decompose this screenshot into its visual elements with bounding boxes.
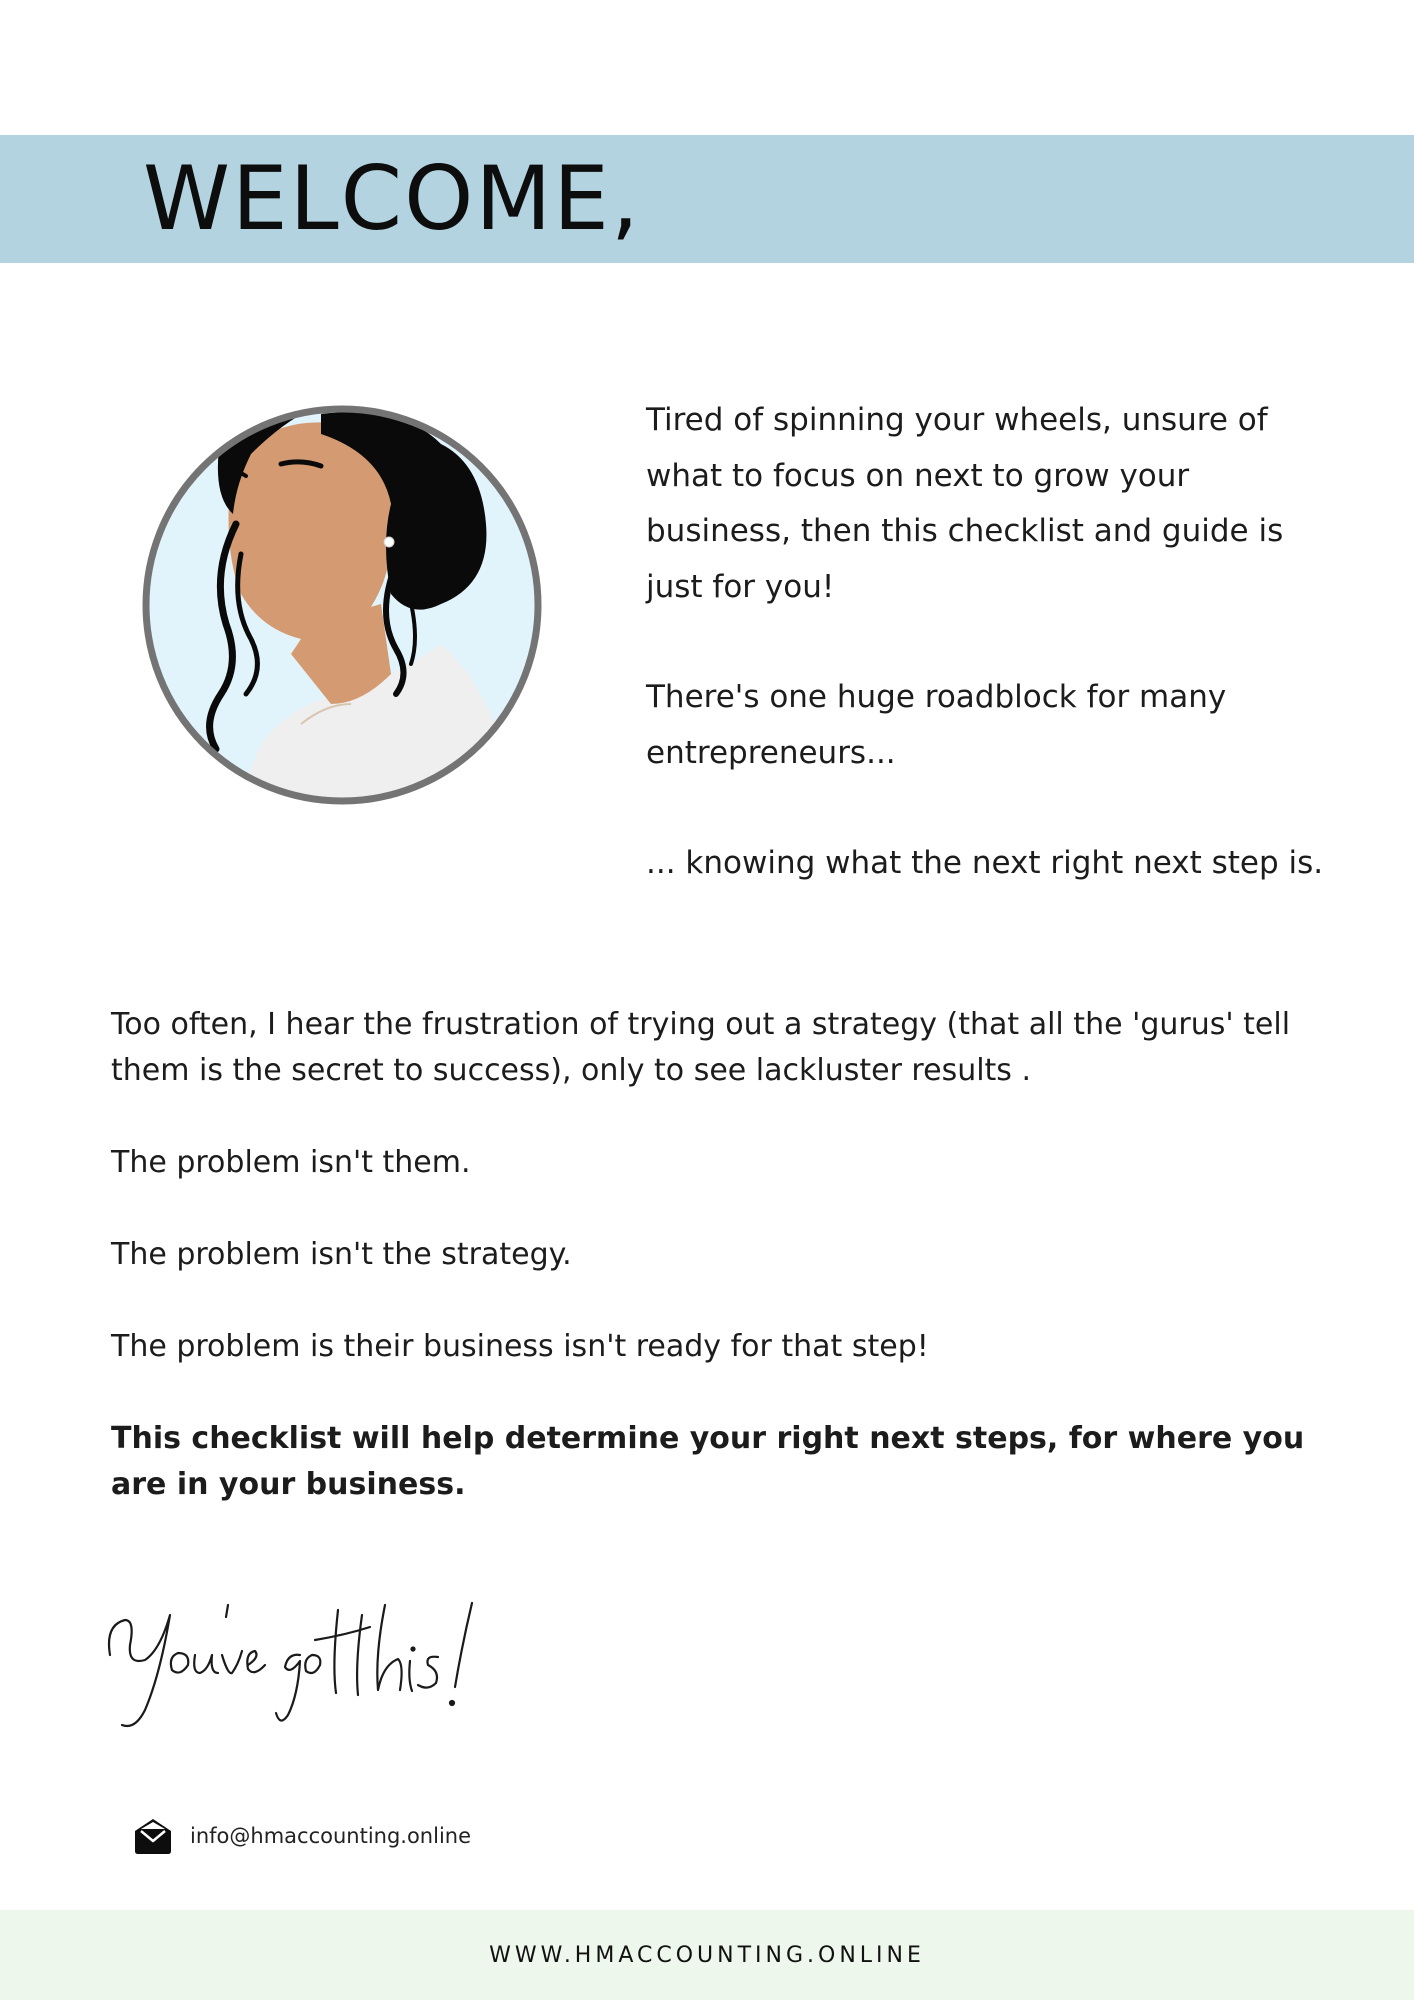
body-paragraph: The problem isn't them.	[111, 1145, 471, 1180]
intro-paragraph: ... knowing what the next right next step is.	[646, 845, 1324, 881]
website-link[interactable]: WWW.HMACCOUNTING.ONLINE	[489, 1942, 925, 1968]
body-text	[111, 1002, 1341, 1508]
intro-paragraph: There's one huge roadblock for many entrepreneurs...	[646, 679, 1227, 771]
envelope-icon	[132, 1815, 174, 1857]
contact-info	[132, 1815, 471, 1857]
signature	[100, 1595, 540, 1735]
avatar-illustration	[141, 404, 543, 806]
intro-text	[646, 393, 1336, 892]
intro-paragraph: Tired of spinning your wheels, unsure of what to focus on next to grow your business, then this checklist and guide is just for you!	[646, 402, 1284, 605]
page-title: WELCOME,	[143, 147, 641, 250]
body-paragraph: The problem is their business isn't ready for that step!	[111, 1329, 929, 1364]
email-address[interactable]: info@hmaccounting.online	[190, 1824, 472, 1848]
body-paragraph: Too often, I hear the frustration of trying out a strategy (that all the 'gurus' tell them is the secret to success), only to see lackluster results .	[111, 1007, 1291, 1088]
footer-bar	[0, 1910, 1414, 2000]
welcome-banner	[0, 135, 1414, 263]
emphasis-paragraph: This checklist will help determine your right next steps, for where you are in your business.	[111, 1421, 1305, 1502]
body-paragraph: The problem isn't the strategy.	[111, 1237, 572, 1272]
